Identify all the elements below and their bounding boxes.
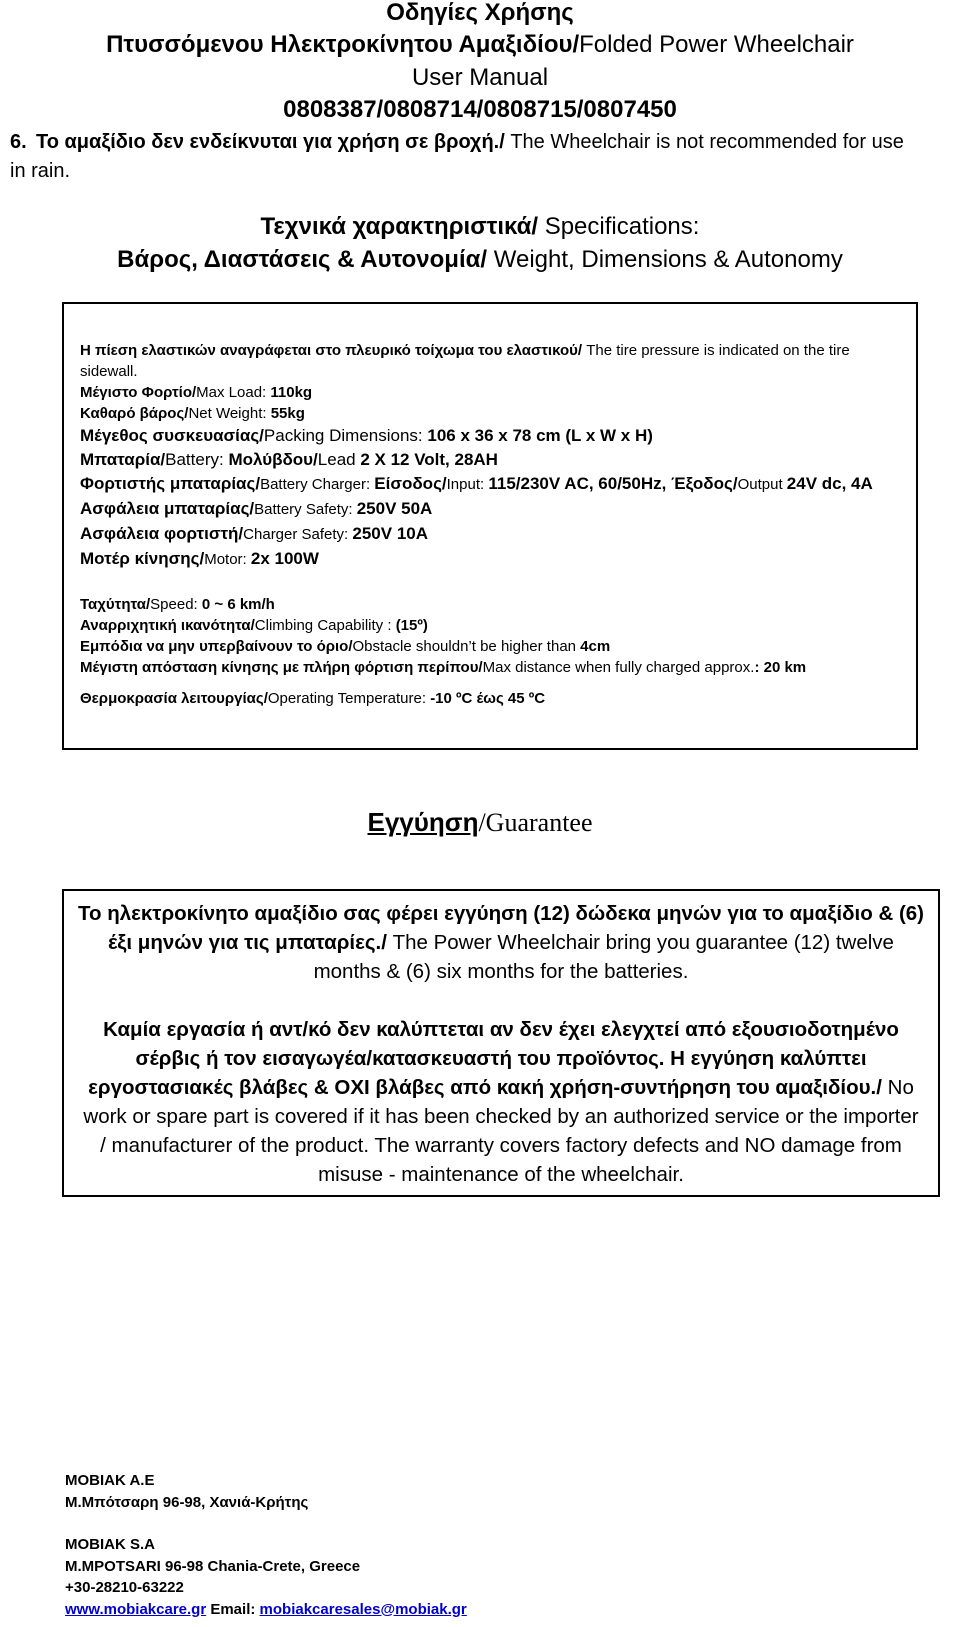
spec-label-english: Speed: [150, 596, 202, 613]
doc-title-product-greek: Πτυσσόμενου Ηλεκτροκίνητου Αμαξιδίου/ [106, 31, 580, 58]
spec-value: 250V 10A [352, 524, 429, 543]
email-label: Email: [206, 1600, 260, 1618]
spec-label-greek: Εμπόδια να μην υπερβαίνουν το όριο/ [80, 638, 353, 655]
spec-label-greek: Ταχύτητα/ [80, 596, 151, 613]
spec-speed [80, 594, 900, 615]
doc-title-greek: Οδηγίες Χρήσης [386, 0, 574, 26]
email-link[interactable]: mobiakcaresales@mobiak.gr [259, 1600, 467, 1618]
spec-label-english: Charger Safety: [243, 526, 353, 543]
website-link[interactable]: www.mobiakcare.gr [65, 1600, 207, 1618]
spec-value: 250V 50A [356, 499, 433, 518]
spec-value: (15º) [395, 617, 428, 634]
guarantee-paragraph-duration [78, 899, 924, 986]
company-name-english: MOBIAK S.A [65, 1536, 155, 1553]
spec-label-greek: Καθαρό βάρος/ [80, 405, 189, 422]
product-codes: 0808387/0808714/0808715/0807450 [283, 96, 677, 123]
doc-title-product [0, 29, 960, 61]
warning-text-english: The Wheelchair is not recommended for use in rain. [10, 131, 904, 182]
spec-label-greek: Μέγεθος συσκευασίας/ [80, 426, 264, 445]
spec-battery [80, 448, 900, 472]
spec-label-english: Obstacle shouldn’t be higher than [352, 638, 581, 655]
spec-label-english: Motor: [204, 551, 251, 568]
spec-label-greek: Μοτέρ κίνησης/ [80, 549, 205, 568]
spec-value: 2x 100W [250, 549, 319, 568]
spec-label-english: Battery Safety: [254, 501, 357, 518]
specifications-heading-greek: Τεχνικά χαρακτηριστικά/ [260, 213, 539, 240]
spec-value: 0 ~ 6 km/h [201, 596, 275, 613]
spec-motor [80, 547, 900, 572]
spec-packing-dimensions [80, 424, 900, 448]
spec-output-value: 24V dc, 4A [786, 474, 873, 493]
company-contact-line [65, 1599, 467, 1621]
specifications-heading-english: Specifications: [538, 213, 700, 240]
spec-label-english: Max Load: [196, 384, 271, 401]
guarantee-paragraph-coverage [78, 1015, 924, 1189]
spec-value: 110kg [270, 384, 313, 401]
guarantee-heading [0, 807, 960, 838]
company-address-english: M.MPOTSARI 96-98 Chania-Crete, Greece [65, 1557, 361, 1575]
spec-max-load [80, 382, 900, 403]
warning-text-greek: Το αμαξίδιο δεν ενδείκνυται για χρήση σε βροχή./ [36, 131, 505, 153]
guarantee-heading-greek: Εγγύηση [367, 807, 479, 837]
spec-tire-pressure-greek: Η πίεση ελαστικών αναγράφεται στο πλευρικό τοίχωμα του ελαστικού/ [80, 342, 583, 359]
spec-label-greek: Αναρριχητική ικανότητα/ [80, 617, 255, 634]
spec-net-weight [80, 403, 900, 424]
spec-label-english: Net Weight: [188, 405, 271, 422]
spec-climbing [80, 615, 900, 636]
spec-charger-safety [80, 522, 900, 547]
guarantee-coverage-english: No work or spare part is covered if it has been checked by an authorized service or the importer / manufacturer of the product. The warranty covers factory defects and NO damage from misuse - maintenance of the wheelchair. [83, 1076, 919, 1186]
spec-input-value: 115/230V AC, 60/50Hz, [488, 474, 672, 493]
specifications-box [62, 302, 918, 750]
spec-value: 106 x 36 x 78 cm (L x W x H) [427, 426, 653, 445]
company-footer [65, 1470, 467, 1620]
spec-battery-charger [80, 472, 900, 497]
company-address-greek: Μ.Μπότσαρη 96-98, Χανιά-Κρήτης [65, 1493, 309, 1511]
guarantee-coverage-greek: Καμία εργασία ή αντ/κό δεν καλύπτεται αν δεν έχει ελεγχτεί από εξουσιοδοτημένο σέρβις ή τον εισαγωγέα/κατασκευαστή του προϊόντος. Η εγγύηση καλύπτει εργοστασιακές βλάβες & ΟΧΙ βλάβες από κακή χρήση-συντήρηση του αμαξιδίου./ [88, 1018, 899, 1099]
spec-operating-temperature [80, 688, 900, 709]
company-name-greek: MOBIAK A.E [65, 1472, 155, 1489]
spec-input-english: Input: [446, 476, 489, 493]
weight-dimensions-heading-greek: Βάρος, Διαστάσεις & Αυτονομία/ [117, 246, 488, 273]
warning-number: 6. [10, 131, 27, 153]
spec-value: 4cm [580, 638, 611, 655]
spec-label-english: Battery Charger: [260, 476, 375, 493]
spec-output-english: Output [737, 476, 787, 493]
doc-title-product-english: Folded Power Wheelchair [579, 31, 854, 58]
guarantee-duration-greek: Το ηλεκτροκίνητο αμαξίδιο σας φέρει εγγύηση (12) δώδεκα μηνών για το αμαξίδιο & (6) έξι μηνών για τις μπαταρίες./ [78, 902, 924, 954]
guarantee-box [62, 889, 940, 1197]
spec-label-english: Max distance when fully charged approx. [482, 659, 755, 676]
spec-label-greek: Μπαταρία/ [80, 450, 166, 469]
spec-battery-safety [80, 497, 900, 522]
spec-value-english: Lead [317, 450, 361, 469]
spec-tire-pressure [80, 340, 900, 382]
guarantee-duration-english: The Power Wheelchair bring you guarantee (12) twelve months & (6) six months for the batteries. [313, 931, 894, 983]
doc-title-user-manual: User Manual [411, 64, 549, 91]
spec-value: 55kg [270, 405, 305, 422]
guarantee-heading-english: /Guarantee [478, 808, 593, 837]
spec-label-greek: Θερμοκρασία λειτουργίας/ [80, 690, 268, 707]
spec-obstacle [80, 636, 900, 657]
spec-value: : 20 km [754, 659, 807, 676]
spec-label-english: Packing Dimensions: [263, 426, 428, 445]
spec-value-greek: Μολύβδου/ [228, 450, 318, 469]
weight-dimensions-heading [0, 241, 960, 279]
spec-value: -10 ºC έως 45 ºC [430, 690, 546, 707]
spec-label-greek: Μέγιστη απόσταση κίνησης με πλήρη φόρτιση περίπου/ [80, 659, 483, 676]
spec-label-english: Climbing Capability : [254, 617, 396, 634]
spec-label-greek: Μέγιστο Φορτίο/ [80, 384, 197, 401]
spec-value: 2 X 12 Volt, 28AH [360, 450, 498, 469]
company-phone: +30-28210-63222 [65, 1579, 184, 1596]
spec-label-greek: Ασφάλεια μπαταρίας/ [80, 499, 255, 518]
warning-item-6 [10, 128, 910, 186]
spec-label-greek: Φορτιστής μπαταρίας/ [80, 474, 261, 493]
spec-output-greek: Έξοδος/ [671, 474, 738, 493]
spec-label-english: Battery: [165, 450, 229, 469]
spec-tire-pressure-english: The tire pressure is indicated on the tire sidewall. [80, 342, 850, 380]
weight-dimensions-heading-english: Weight, Dimensions & Autonomy [487, 246, 843, 273]
spec-label-greek: Ασφάλεια φορτιστή/ [80, 524, 244, 543]
spec-max-distance [80, 657, 900, 678]
spec-input-greek: Είσοδος/ [374, 474, 447, 493]
spec-label-english: Operating Temperature: [267, 690, 431, 707]
